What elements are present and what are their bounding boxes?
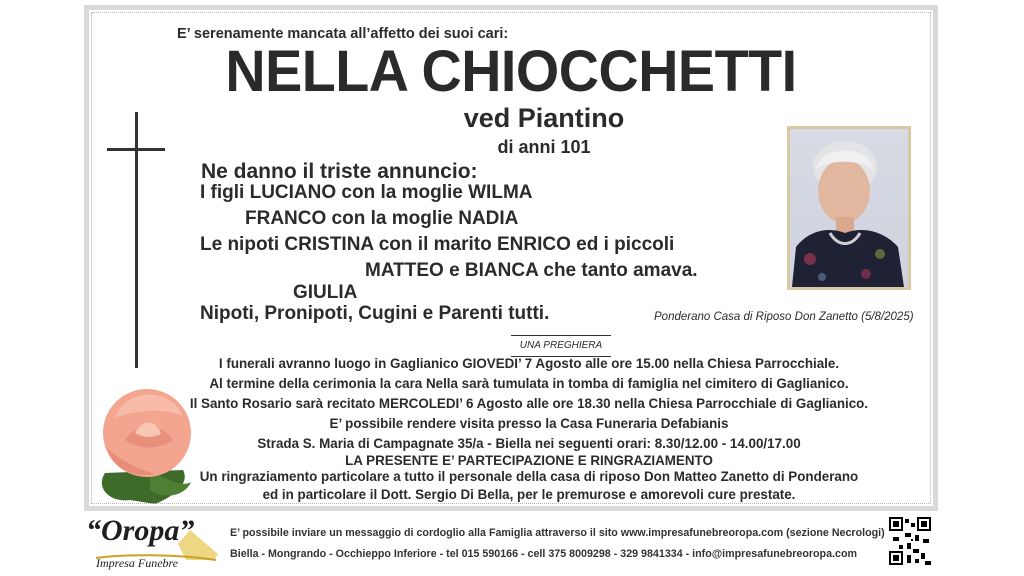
family-line-4: MATTEO e BIANCA che tanto amava.	[365, 260, 698, 281]
place-date: Ponderano Casa di Riposo Don Zanetto (5/8/2025)	[654, 311, 914, 323]
prayer-label: UNA PREGHIERA	[511, 335, 611, 357]
cross-icon	[105, 112, 169, 368]
oropa-logo	[86, 514, 222, 574]
thanks-line-2: ed in particolare il Dott. Sergio Di Bella, per le premurose e amorevoli cure prestate.	[262, 487, 796, 502]
announce-heading: Ne danno il triste annuncio:	[201, 160, 478, 183]
family-line-5: GIULIA	[293, 282, 358, 303]
obituary-notice	[84, 5, 938, 511]
logo-name: “Oropa”	[86, 514, 195, 547]
burial-line: Al termine della cerimonia la cara Nella sarà tumulata in tomba di famiglia nel cimitero di Gaglianico.	[209, 376, 849, 391]
family-line-6: Nipoti, Pronipoti, Cugini e Parenti tutti.	[200, 303, 550, 324]
thanks-line-1: Un ringraziamento particolare a tutto il personale della casa di riposo Don Matteo Zanetto di Ponderano	[199, 469, 859, 484]
family-line-2: FRANCO con la moglie NADIA	[245, 208, 519, 229]
family-line-3: Le nipoti CRISTINA con il marito ENRICO ed i piccoli	[200, 234, 675, 255]
married-name: ved Piantino	[463, 103, 625, 133]
condolence-note: E’ possibile inviare un messaggio di cordoglio alla Famiglia attraverso il sito www.impresafunebreoropa.com (sezione Necrologi)	[230, 527, 885, 539]
age-text: di anni 101	[497, 137, 591, 157]
intro-text: E’ serenamente mancata all’affetto dei suoi cari:	[177, 26, 509, 42]
contact-info: Biella - Mongrando - Occhieppo Inferiore - tel 015 590166 - cell 375 8009298 - 329 9841334 - info@impresafunebreoropa.com	[230, 548, 857, 560]
qr-code-icon[interactable]	[889, 517, 931, 565]
participation-line: LA PRESENTE E’ PARTECIPAZIONE E RINGRAZIAMENTO	[345, 453, 713, 468]
rosary-line: Il Santo Rosario sarà recitato MERCOLEDI’ 6 Agosto alle ore 18.30 nella Chiesa Parrocchiale di Gaglianico.	[189, 396, 869, 411]
funeral-line: I funerali avranno luogo in Gaglianico GIOVEDI’ 7 Agosto alle ore 15.00 nella Chiesa Parrocchiale.	[218, 356, 840, 371]
visit-line: E’ possibile rendere visita presso la Casa Funeraria Defabianis	[329, 416, 729, 431]
portrait-photo	[787, 126, 911, 290]
deceased-name: NELLA CHIOCCHETTI	[225, 39, 797, 104]
logo-subtitle: Impresa Funebre	[96, 556, 179, 570]
hours-line: Strada S. Maria di Campagnate 35/a - Biella nei seguenti orari: 8.30/12.00 - 14.00/17.00	[257, 436, 801, 451]
family-line-1: I figli LUCIANO con la moglie WILMA	[200, 182, 533, 203]
